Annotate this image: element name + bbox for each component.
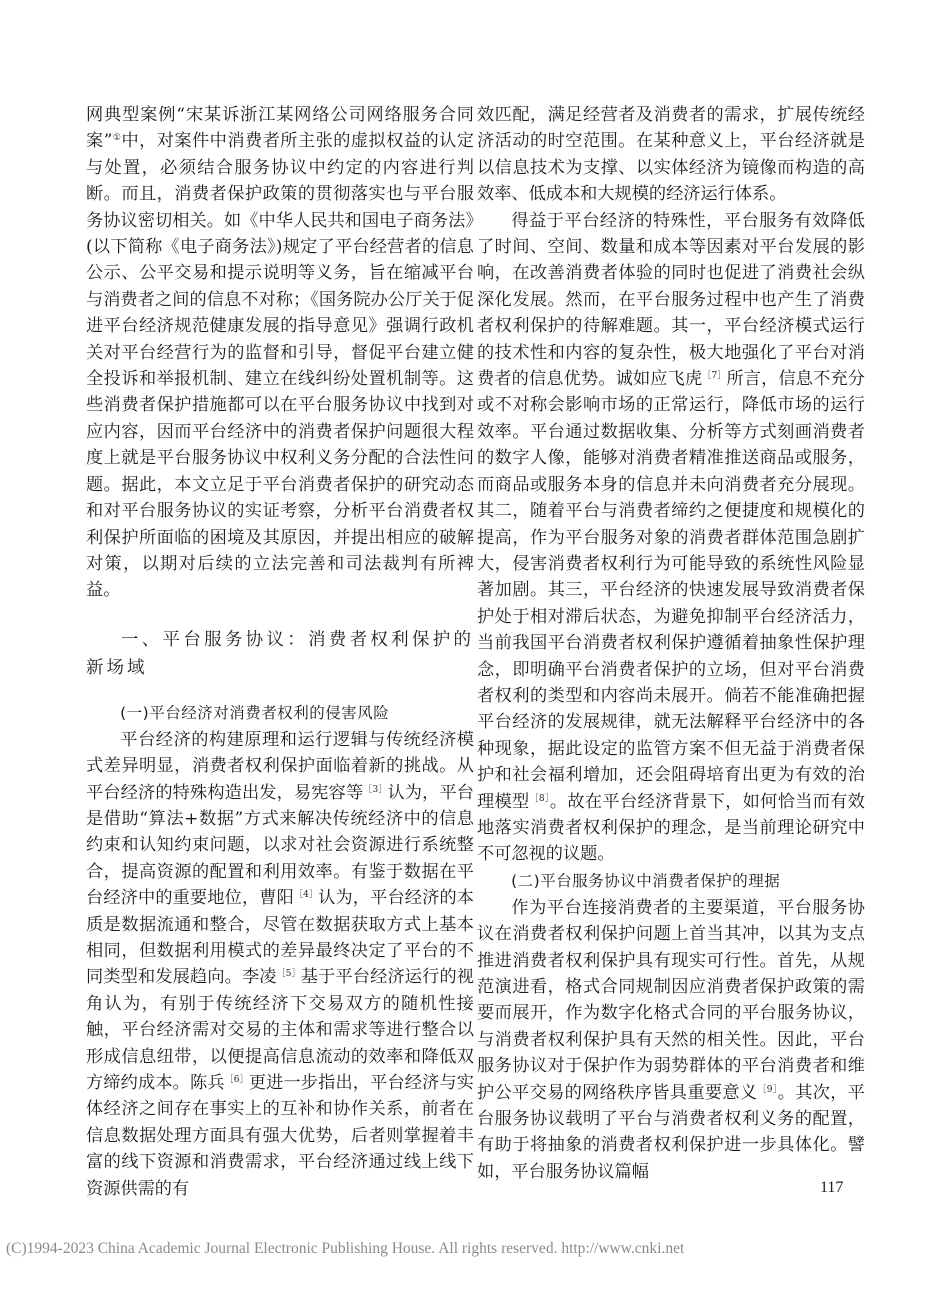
citation-4[interactable]: ［4］: [293, 890, 319, 901]
subsection-heading-1: (一)平台经济对消费者权利的侵害风险: [120, 703, 390, 722]
paragraph-3: 效匹配，满足经营者及消费者的需求，扩展传统经济活动的时空范围。在某种意义上，平台经济就是以信息技术为支撑、以实体经济为镜像而构造的高效率、低成本和大规模的经济运行体系。: [477, 105, 865, 205]
paragraph-5: 作为平台连接消费者的主要渠道，平台服务协议在消费者权利保护问题上首当其冲，以其为支点推进消费者权利保护具有现实可行性。首先，从规范演进看，格式合同规制因应消费者保护政策的需要而展开，作为数字化格式合同的平台服务协议，与消费者权利保护具有天然的相关性。因此，平台服务协议对于保护作为弱势群体的平台消费者和维护公平交易的网络秩序皆具重要意义$^{[9]}$。其次，平台服务协议载明了平台与消费者权利义务的配置，有助于将抽象的消费者权利保护进一步具体化。譬如，平台服务协议篇幅: [477, 897, 865, 1182]
section-heading: 一、平台服务协议：消费者权利保护的新场域: [86, 629, 474, 678]
left-column: [86, 102, 474, 1202]
right-column: [477, 102, 865, 1185]
copyright-footer: (C)1994-2023 China Academic Journal Electronic Publishing House. All rights reserved. http://www.cnki.net: [6, 1240, 685, 1257]
citation-9[interactable]: ［9］: [757, 1084, 778, 1095]
subsection-heading-2: (二)平台服务协议中消费者保护的理据: [511, 871, 781, 890]
footnote-marker[interactable]: ①: [112, 133, 122, 144]
citation-8[interactable]: ［8］: [529, 793, 550, 804]
paragraph-2: 平台经济的构建原理和运行逻辑与传统经济模式差异明显，消费者权利保护面临着新的挑战。从平台经济的特殊构造出发，易宪容等$^{[3]}$认为，平台是借助“算法+数据”方式来解决传统经济中的信息约束和认知约束问题，以求对社会资源进行系统整合，提高资源的配置和利用效率。有鉴于数据在平台经济中的重要地位，曹阳$^{[4]}$认为，平台经济的本质是数据流通和整合，尽管在数据获取方式上基本相同，但数据利用模式的差异最终决定了平台的不同类型和发展趋向。李凌$^{[5]}$基于平台经济运行的视角认为，有别于传统经济下交易双方的随机性接触，平台经济需对交易的主体和需求等进行整合以形成信息纽带，以便提高信息流动的效率和降低双方缔约成本。陈兵$^{[6]}$更进一步指出，平台经济与实体经济之间存在事实上的互补和协作关系，前者在信息数据处理方面具有强大优势，后者则掌握着丰富的线下资源和消费需求，平台经济通过线上线下资源供需的有: [86, 729, 474, 1199]
citation-5[interactable]: ［5］: [276, 969, 301, 980]
citation-6[interactable]: ［6］: [224, 1075, 249, 1085]
paragraph-1: 网典型案例“宋某诉浙江某网络公司网络服务合同案”①中，对案件中消费者所主张的虚拟权益的认定与处置，必须结合服务协议中约定的内容进行判断。而且，消费者保护政策的贯彻落实也与平台服务协议密切相关。如《中华人民共和国电子商务法》(以下简称《电子商务法》)规定了平台经营者的信息公示、公平交易和提示说明等义务，旨在缩减平台与消费者之间的信息不对称；《国务院办公厅关于促进平台经济规范健康发展的指导意见》强调行政机关对平台经营行为的监督和引导，督促平台建立健全投诉和举报机制、建立在线纠纷处置机制等。这些消费者保护措施都可以在平台服务协议中找到对应内容，因而平台经济中的消费者保护问题很大程度上就是平台服务协议中权利义务分配的合法性问题。据此，本文立足于平台消费者保护的研究动态和对平台服务协议的实证考察，分析平台消费者权利保护所面临的困境及其原因，并提出相应的破解对策，以期对后续的立法完善和司法裁判有所裨益。: [86, 105, 474, 601]
page-number: 117: [820, 1179, 844, 1196]
citation-7[interactable]: ［7］: [702, 371, 727, 382]
citation-3[interactable]: ［3］: [363, 784, 388, 795]
paragraph-4: 得益于平台经济的特殊性，平台服务有效降低了时间、空间、数量和成本等因素对平台发展的影响，在改善消费者体验的同时也促进了消费社会纵深化发展。然而，在平台服务过程中也产生了消费者权利保护的待解难题。其一，平台经济模式运行的技术性和内容的复杂性，极大地强化了平台对消费者的信息优势。诚如应飞虎$^{[7]}$所言，信息不充分或不对称会影响市场的正常运行，降低市场的运行效率。平台通过数据收集、分析等方式刻画消费者的数字人像，能够对消费者精准推送商品或服务，而商品或服务本身的信息并未向消费者充分展现。其二，随着平台与消费者缔约之便捷度和规模化的提高，作为平台服务对象的消费者群体范围急剧扩大，侵害消费者权利行为可能导致的系统性风险显著加剧。其三，平台经济的快速发展导致消费者保护处于相对滞后状态，为避免抑制平台经济活力，当前我国平台消费者权利保护遵循着抽象性保护理念，即明确平台消费者保护的立场，但对平台消费者权利的类型和内容尚未展开。倘若不能准确把握平台经济的发展规律，就无法解释平台经济中的各种现象，据此设定的监管方案不但无益于消费者保护和社会福利增加，还会阻碍培育出更为有效的治理模型$^{[8]}$。故在平台经济背景下，如何恰当而有效地落实消费者权利保护的理念，是当前理论研究中不可忽视的议题。: [477, 210, 865, 865]
